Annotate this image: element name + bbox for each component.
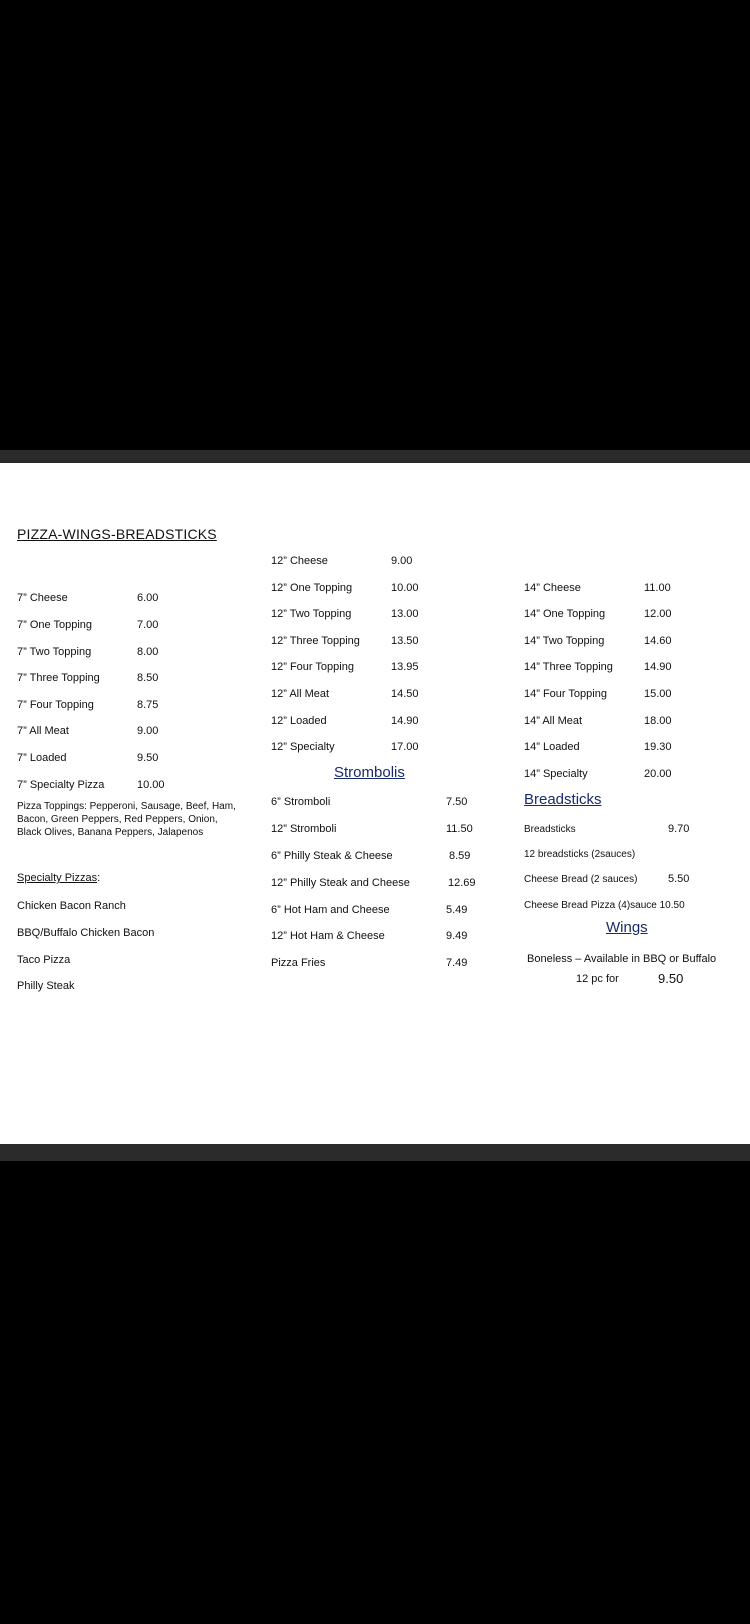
item-price: 8.00 (137, 646, 159, 658)
item-name: 12” Three Topping (271, 635, 360, 647)
specialty-item: Chicken Bacon Ranch (17, 900, 126, 912)
item-price: 7.50 (446, 796, 468, 808)
item-price: 9.50 (137, 752, 159, 764)
item-price: 11.50 (446, 823, 473, 835)
item-name: 12” All Meat (271, 688, 330, 700)
item-name: 14” Two Topping (524, 635, 605, 647)
item-name: 12” One Topping (271, 582, 353, 594)
breadsticks-note: 12 breadsticks (2sauces) (524, 849, 636, 860)
wings-heading: Wings (606, 919, 648, 936)
item-price: 9.00 (391, 555, 413, 567)
item-name: 12” Hot Ham & Cheese (271, 930, 385, 942)
item-name: 14” All Meat (524, 715, 583, 727)
item-name: 12” Stromboli (271, 823, 337, 835)
item-name: 14” Specialty (524, 768, 588, 780)
item-price: 14.50 (391, 688, 419, 700)
item-price: 12.00 (644, 608, 672, 620)
item-name: 12” Cheese (271, 555, 328, 567)
wings-quantity: 12 pc for (576, 973, 619, 985)
item-price: 9.00 (137, 725, 159, 737)
item-price: 9.70 (668, 823, 690, 835)
specialty-item: BBQ/Buffalo Chicken Bacon (17, 927, 155, 939)
item-name: 14” Loaded (524, 741, 580, 753)
item-price: 7.00 (137, 619, 159, 631)
wings-description: Boneless – Available in BBQ or Buffalo (527, 953, 717, 965)
specialty-item: Philly Steak (17, 980, 75, 992)
item-price: 13.00 (391, 608, 419, 620)
item-name: 6” Philly Steak & Cheese (271, 850, 393, 862)
item-price: 5.50 (668, 873, 690, 885)
item-price: 7.49 (446, 957, 468, 969)
item-price: 6.00 (137, 592, 159, 604)
item-name: 12” Four Topping (271, 661, 354, 673)
item-name: 7” Three Topping (17, 672, 100, 684)
item-name: 7” One Topping (17, 619, 93, 631)
item-name: 7” Four Topping (17, 699, 94, 711)
bottom-divider-bar (0, 1144, 750, 1161)
item-name: 14” Four Topping (524, 688, 607, 700)
item-name: 12” Two Topping (271, 608, 352, 620)
item-name: 14” One Topping (524, 608, 606, 620)
menu-title: PIZZA-WINGS-BREADSTICKS (17, 526, 217, 542)
item-name: Breadsticks (524, 824, 576, 835)
item-price: 20.00 (644, 768, 672, 780)
item-price: 12.69 (448, 877, 476, 889)
item-price: 13.50 (391, 635, 419, 647)
item-name: 12” Loaded (271, 715, 327, 727)
item-price: 8.50 (137, 672, 159, 684)
item-name: 7” Two Topping (17, 646, 92, 658)
item-price: 14.90 (391, 715, 419, 727)
item-price: 9.49 (446, 930, 468, 942)
specialty-heading-text: Specialty Pizzas (17, 872, 98, 884)
item-name: 7” Loaded (17, 752, 67, 764)
item-name: 7” All Meat (17, 725, 69, 737)
item-name: 6” Stromboli (271, 796, 331, 808)
item-price: 15.00 (644, 688, 672, 700)
item-name: 6” Hot Ham and Cheese (271, 904, 390, 916)
item-price: 8.75 (137, 699, 159, 711)
item-name: 7” Cheese (17, 592, 68, 604)
specialty-item: Taco Pizza (17, 954, 71, 966)
item-name: 14” Three Topping (524, 661, 613, 673)
item-price: 13.95 (391, 661, 419, 673)
item-price: 14.60 (644, 635, 672, 647)
item-price: 5.49 (446, 904, 468, 916)
item-price: 11.00 (644, 582, 671, 594)
item-name: Cheese Bread (2 sauces) (524, 874, 638, 885)
breadsticks-heading: Breadsticks (524, 791, 602, 808)
item-name: 12” Specialty (271, 741, 335, 753)
menu-page (0, 463, 750, 1144)
item-name: 12” Philly Steak and Cheese (271, 877, 410, 889)
specialty-heading-colon: : (97, 872, 101, 884)
cheese-bread-pizza: Cheese Bread Pizza (4)sauce 10.50 (524, 900, 685, 911)
item-price: 18.00 (644, 715, 672, 727)
item-name: 7” Specialty Pizza (17, 779, 105, 791)
item-name: Pizza Fries (271, 957, 326, 969)
item-price: 19.30 (644, 741, 672, 753)
top-divider-bar (0, 450, 750, 463)
toppings-list: Pizza Toppings: Pepperoni, Sausage, Beef, Ham, Bacon, Green Peppers, Red Peppers, Onion, Black Olives, Banana Peppers, Jalapenos (17, 801, 236, 838)
item-price: 10.00 (391, 582, 419, 594)
item-price: 10.00 (137, 779, 165, 791)
strombolis-heading: Strombolis (334, 764, 405, 781)
specialty-pizzas-heading (17, 872, 100, 885)
item-name: 14” Cheese (524, 582, 581, 594)
item-price: 14.90 (644, 661, 672, 673)
wings-price: 9.50 (658, 971, 684, 986)
item-price: 8.59 (449, 850, 471, 862)
item-price: 17.00 (391, 741, 419, 753)
